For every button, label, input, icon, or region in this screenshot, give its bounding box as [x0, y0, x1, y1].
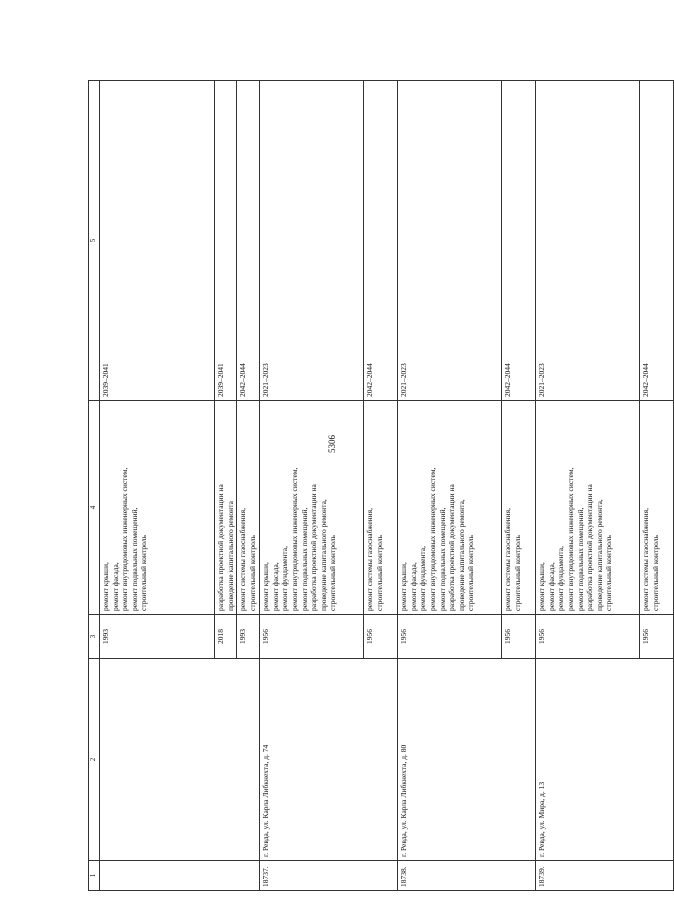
work-period: 2021–2023	[260, 81, 364, 401]
work-year: 1956	[502, 615, 536, 659]
work-line: ремонт подвальных помещений,	[299, 507, 309, 611]
work-line: ремонт крыши,	[261, 562, 271, 611]
work-period: 2039–2041	[100, 81, 215, 401]
work-year: 1956	[398, 615, 502, 659]
work-line: ремонт внутридомовых инженерных систем,	[289, 467, 299, 611]
work-period: 2042–2044	[502, 81, 536, 401]
work-line: ремонт внутридомовых инженерных систем,	[565, 467, 575, 611]
work-line: разработка проектной документации на	[309, 484, 319, 611]
work-line: строительный контроль	[466, 535, 476, 611]
work-description	[100, 401, 215, 615]
record-number: 18738.	[398, 861, 536, 891]
work-line: строительный контроль	[247, 535, 257, 611]
work-line: ремонт внутридомовых инженерных систем,	[120, 467, 130, 611]
table-row	[398, 81, 502, 891]
header-col-3: 3	[89, 615, 100, 659]
work-description	[502, 401, 536, 615]
work-line: строительный контроль	[604, 535, 614, 611]
work-line: ремонт системы газоснабжения,	[365, 507, 375, 611]
work-line: проведение капитального ремонта,	[456, 499, 466, 611]
table-row	[100, 81, 215, 891]
work-description	[260, 401, 364, 615]
work-description	[640, 401, 674, 615]
table-row	[260, 81, 364, 891]
record-number: 18737.	[260, 861, 398, 891]
work-line: ремонт крыши,	[537, 562, 547, 611]
work-period: 2039–2041	[215, 81, 237, 401]
header-col-1: 1	[89, 861, 100, 891]
work-line: ремонт подвальных помещений,	[437, 507, 447, 611]
work-line: ремонт внутридомовых инженерных систем,	[427, 467, 437, 611]
work-line: ремонт фундамента,	[280, 546, 290, 611]
work-line: проведение капитального ремонта,	[594, 499, 604, 611]
building-address	[100, 659, 260, 861]
work-line: строительный контроль	[139, 535, 149, 611]
work-period: 2021–2023	[536, 81, 640, 401]
record-number	[100, 861, 260, 891]
building-address: г. Ревда, ул. Мира, д. 13	[536, 659, 674, 861]
work-year: 1956	[640, 615, 674, 659]
header-col-2: 2	[89, 659, 100, 861]
work-description	[398, 401, 502, 615]
work-line: ремонт подвальных помещений,	[575, 507, 585, 611]
work-line: ремонт крыши,	[101, 562, 110, 611]
work-period: 2021–2023	[398, 81, 502, 401]
work-period: 2042–2044	[237, 81, 260, 401]
capital-repair-table	[88, 80, 674, 891]
work-line: ремонт фундамента,	[556, 546, 566, 611]
work-description	[536, 401, 640, 615]
work-line: проведение капитального ремонта	[225, 501, 235, 611]
work-line: ремонт крыши,	[399, 562, 409, 611]
work-line: ремонт фундамента,	[418, 546, 428, 611]
table-row	[536, 81, 640, 891]
work-line: ремонт фасада,	[546, 562, 556, 611]
work-description	[237, 401, 260, 615]
work-year: 1993	[237, 615, 260, 659]
work-period: 2042–2044	[640, 81, 674, 401]
work-line: ремонт системы газоснабжения,	[641, 507, 651, 611]
work-line: строительный контроль	[650, 535, 660, 611]
work-line: ремонт подвальных помещений,	[129, 507, 139, 611]
work-line: разработка проектной документации на	[585, 484, 595, 611]
work-line: ремонт фасада,	[110, 562, 120, 611]
work-line: ремонт фасада,	[270, 562, 280, 611]
work-period: 2042–2044	[364, 81, 398, 401]
table-body	[89, 81, 674, 891]
work-description	[215, 401, 237, 615]
work-year: 1993	[100, 615, 215, 659]
work-line: ремонт системы газоснабжения,	[503, 507, 513, 611]
work-line: проведение капитального ремонта,	[318, 499, 328, 611]
header-col-5: 5	[89, 81, 100, 401]
rotated-table-container	[88, 81, 660, 891]
work-line: строительный контроль	[374, 535, 384, 611]
work-year: 2018	[215, 615, 237, 659]
work-line: строительный контроль	[328, 535, 338, 611]
header-col-4: 4	[89, 401, 100, 615]
work-line: ремонт системы газоснабжения,	[238, 507, 248, 611]
record-number: 18739.	[536, 861, 674, 891]
work-line: разработка проектной документации на	[216, 484, 225, 611]
header-row	[89, 81, 100, 891]
work-line: строительный контроль	[512, 535, 522, 611]
work-line: разработка проектной документации на	[447, 484, 457, 611]
work-year: 1956	[364, 615, 398, 659]
work-line: ремонт фасада,	[408, 562, 418, 611]
work-year: 1956	[260, 615, 364, 659]
work-description	[364, 401, 398, 615]
building-address: г. Ревда, ул. Карла Либкнехта, д. 74	[260, 659, 398, 861]
work-year: 1956	[536, 615, 640, 659]
page-number: 5306	[327, 435, 337, 453]
building-address: г. Ревда, ул. Карла Либкнехта, д. 80	[398, 659, 536, 861]
